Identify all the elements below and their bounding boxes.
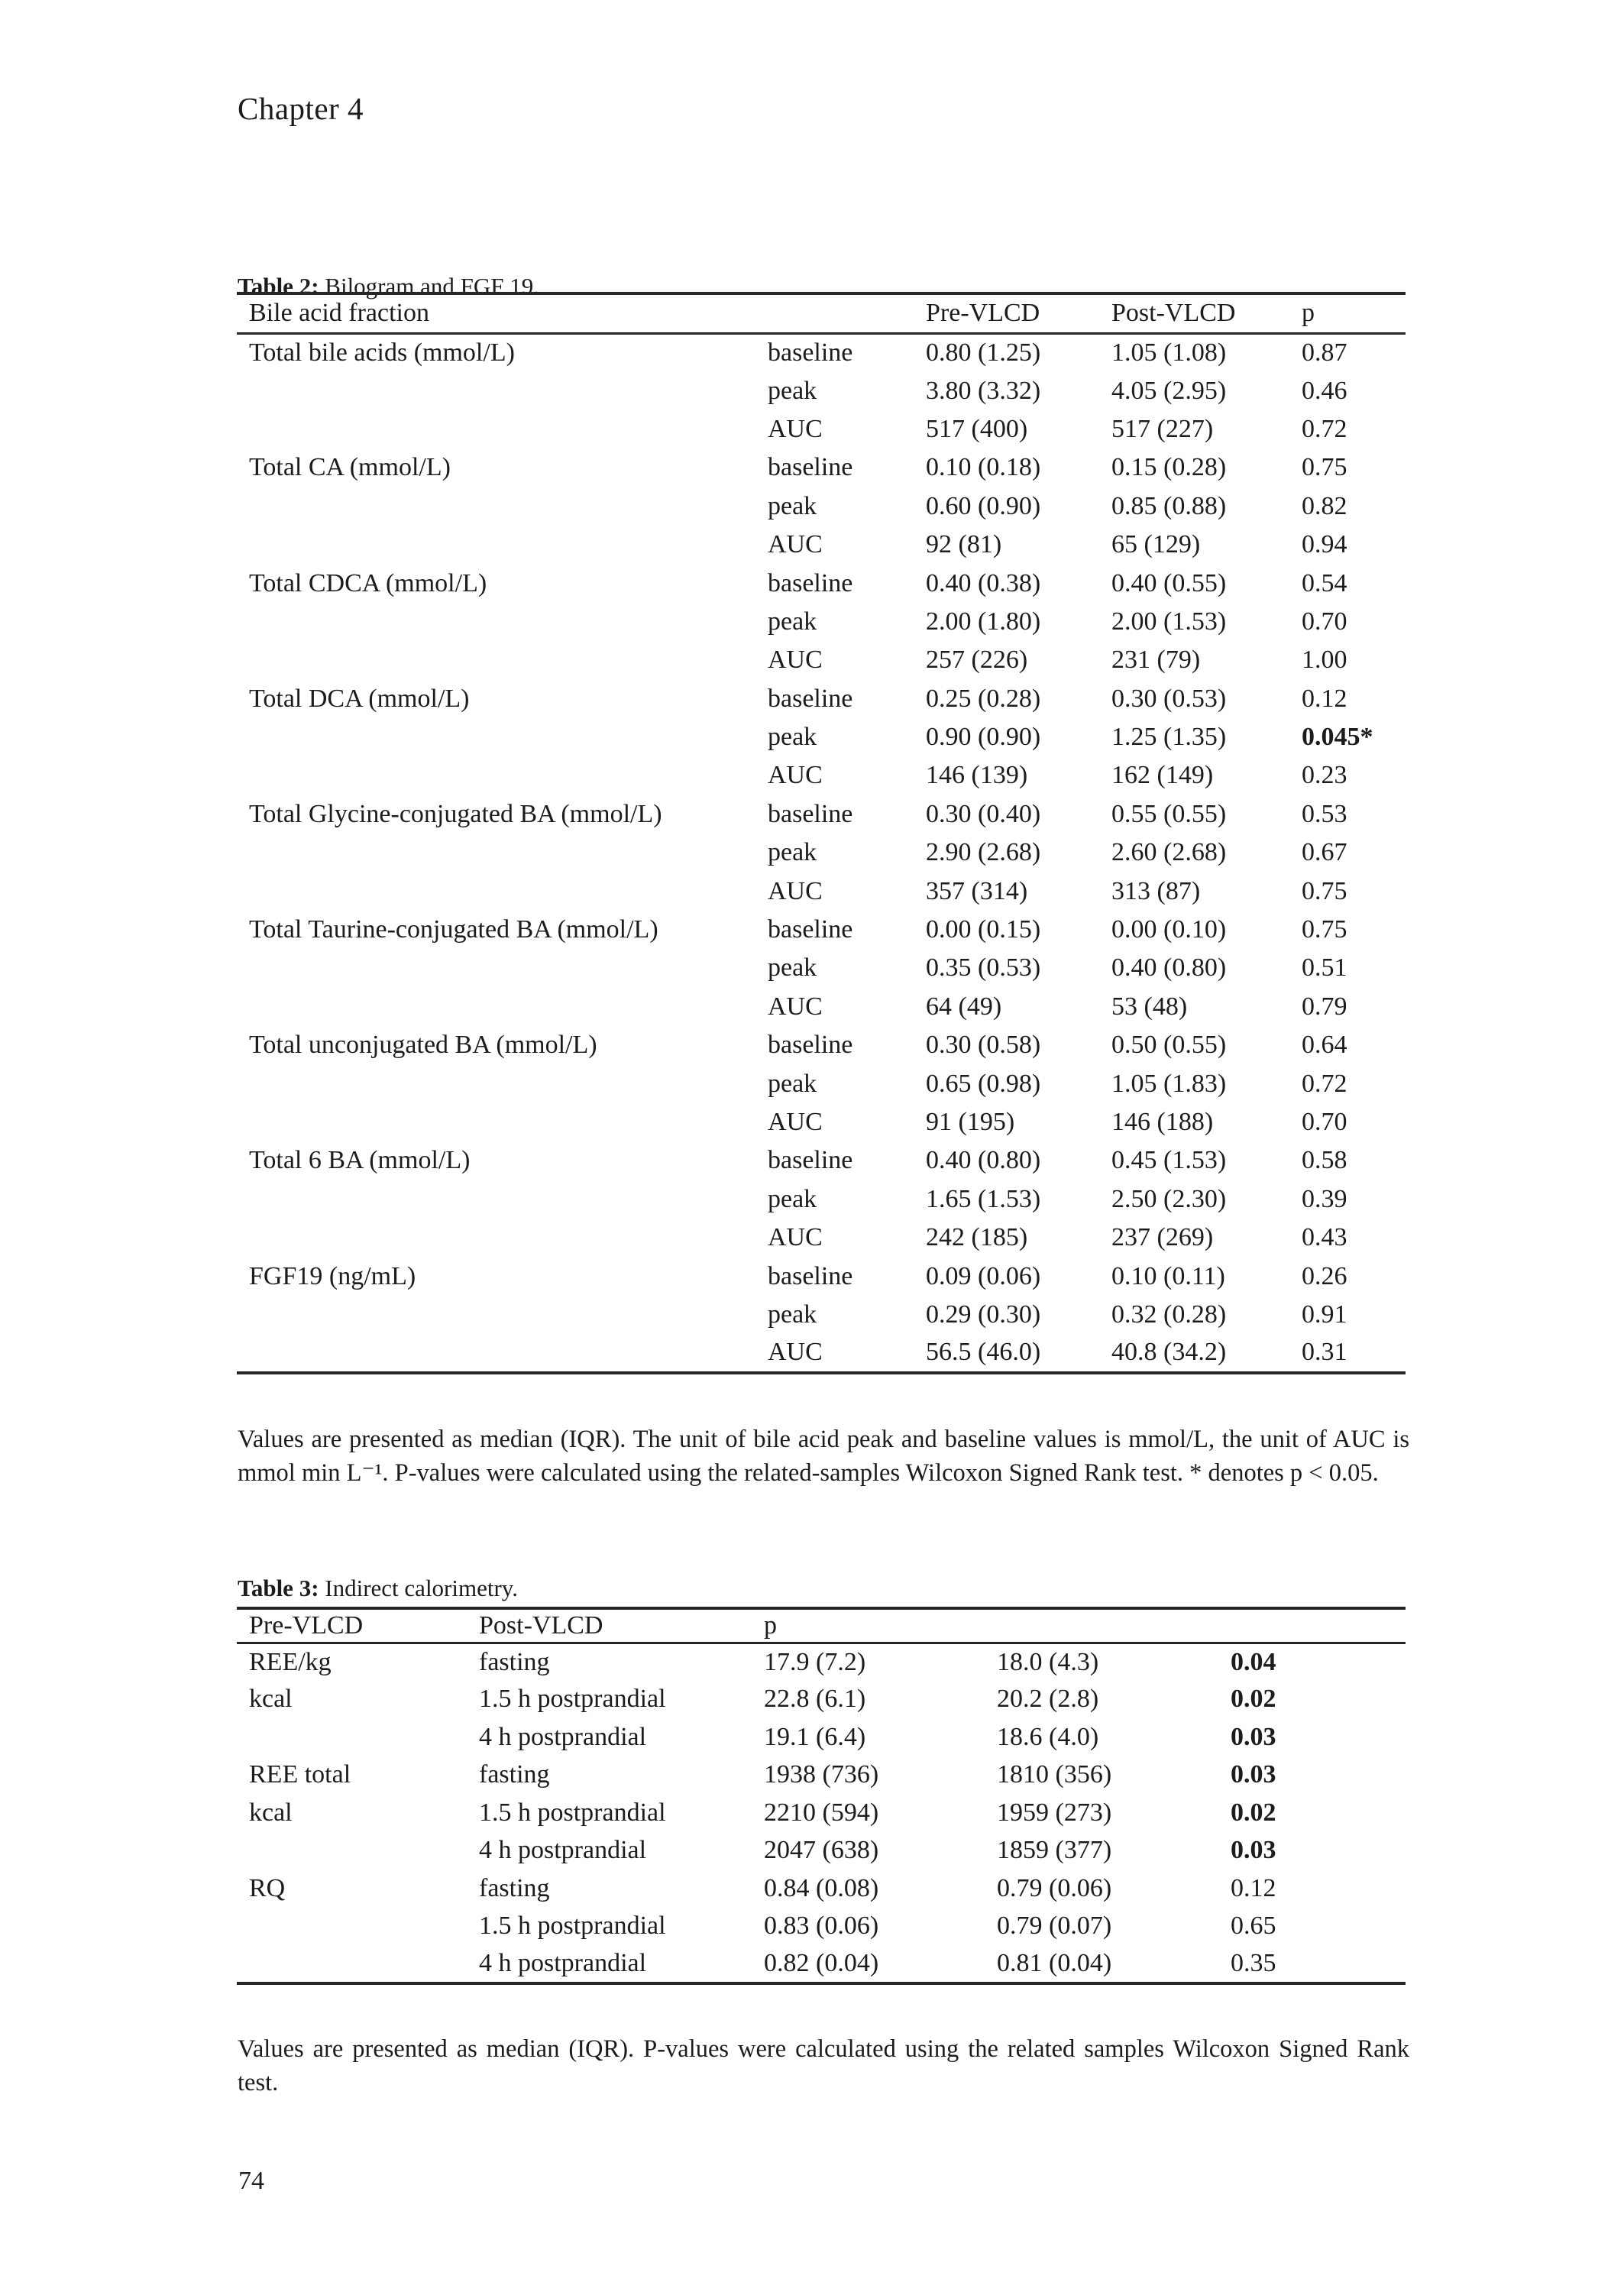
cell-p-value: 0.94 <box>1302 530 1347 559</box>
cell-measure <box>237 1945 479 1983</box>
cell-pre-vlcd: 2.00 (1.80) <box>926 607 1041 636</box>
cell-measure <box>237 1718 479 1756</box>
table-row <box>237 872 1406 910</box>
cell-p-value: 0.75 <box>1302 453 1347 482</box>
cell-phase: baseline <box>768 915 853 944</box>
cell-timing: fasting <box>479 1873 550 1902</box>
cell-pre-vlcd: 0.09 (0.06) <box>926 1261 1041 1290</box>
cell-phase: peak <box>768 1184 817 1213</box>
cell-phase: AUC <box>768 876 823 905</box>
table-row <box>237 756 1406 795</box>
table2-caption-text: Bilogram and FGF 19. <box>325 273 540 299</box>
cell-post-vlcd: 146 (188) <box>1111 1108 1214 1136</box>
cell-p-value: 0.03 <box>1231 1836 1276 1865</box>
cell-post-vlcd: 1959 (273) <box>997 1798 1112 1827</box>
cell-fraction: Total DCA (mmol/L) <box>249 684 470 713</box>
cell-pre-vlcd: 92 (81) <box>926 530 1002 559</box>
cell-phase: AUC <box>768 1223 823 1252</box>
cell-post-vlcd: 237 (269) <box>1111 1223 1214 1252</box>
cell-measure <box>237 1832 479 1870</box>
cell-pre-vlcd: 2047 (638) <box>764 1836 879 1865</box>
cell-fraction <box>237 410 768 448</box>
table-row <box>237 1296 1406 1334</box>
cell-pre-vlcd: 517 (400) <box>926 414 1028 443</box>
table-row <box>237 526 1406 564</box>
cell-pre-vlcd: 0.84 (0.08) <box>764 1873 879 1902</box>
cell-pre-vlcd: 1938 (736) <box>764 1760 879 1789</box>
cell-phase: baseline <box>768 568 853 597</box>
cell-phase: AUC <box>768 761 823 790</box>
cell-timing: 1.5 h postprandial <box>479 1685 666 1714</box>
col-header-p: p <box>1302 293 1406 333</box>
cell-post-vlcd: 0.40 (0.55) <box>1111 568 1227 597</box>
cell-post-vlcd: 0.32 (0.28) <box>1111 1300 1227 1329</box>
cell-fraction <box>237 988 768 1026</box>
cell-post-vlcd: 18.0 (4.3) <box>997 1647 1099 1676</box>
cell-measure: RQ <box>249 1873 286 1902</box>
cell-pre-vlcd: 0.30 (0.40) <box>926 799 1041 828</box>
cell-p-value: 0.12 <box>1302 684 1347 713</box>
cell-post-vlcd: 2.60 (2.68) <box>1111 838 1227 867</box>
cell-fraction <box>237 641 768 679</box>
cell-phase: baseline <box>768 453 853 482</box>
cell-phase: baseline <box>768 799 853 828</box>
cell-post-vlcd: 1.25 (1.35) <box>1111 723 1227 752</box>
cell-pre-vlcd: 357 (314) <box>926 876 1028 905</box>
table-row <box>237 1103 1406 1141</box>
cell-pre-vlcd: 146 (139) <box>926 761 1028 790</box>
cell-pre-vlcd: 0.40 (0.80) <box>926 1146 1041 1175</box>
cell-measure: kcal <box>249 1798 293 1827</box>
cell-phase: AUC <box>768 992 823 1021</box>
table-row <box>237 371 1406 410</box>
cell-post-vlcd: 65 (129) <box>1111 530 1201 559</box>
cell-fraction <box>237 1180 768 1219</box>
cell-pre-vlcd: 0.10 (0.18) <box>926 453 1041 482</box>
cell-pre-vlcd: 2.90 (2.68) <box>926 838 1041 867</box>
cell-post-vlcd: 0.81 (0.04) <box>997 1948 1112 1977</box>
cell-fraction <box>237 718 768 756</box>
table-row <box>237 448 1406 487</box>
cell-fraction <box>237 1219 768 1257</box>
table-row <box>237 410 1406 448</box>
cell-timing: fasting <box>479 1760 550 1789</box>
cell-pre-vlcd: 2210 (594) <box>764 1798 879 1827</box>
cell-post-vlcd: 517 (227) <box>1111 414 1214 443</box>
cell-fraction <box>237 1103 768 1141</box>
cell-post-vlcd: 1810 (356) <box>997 1760 1112 1789</box>
cell-fraction <box>237 1064 768 1102</box>
cell-p-value: 0.79 <box>1302 992 1347 1021</box>
cell-phase: peak <box>768 953 817 983</box>
cell-p-value: 0.75 <box>1302 915 1347 944</box>
table-row <box>237 718 1406 756</box>
cell-fraction <box>237 834 768 872</box>
chapter-heading: Chapter 4 <box>238 91 364 126</box>
cell-post-vlcd: 4.05 (2.95) <box>1111 376 1227 405</box>
cell-pre-vlcd: 0.90 (0.90) <box>926 723 1041 752</box>
cell-p-value: 0.35 <box>1231 1948 1276 1977</box>
cell-phase: peak <box>768 491 817 520</box>
cell-fraction: Total CDCA (mmol/L) <box>249 568 487 597</box>
cell-measure: kcal <box>249 1685 293 1714</box>
cell-p-value: 0.12 <box>1231 1873 1276 1902</box>
table-row <box>237 834 1406 872</box>
table3-caption <box>238 1575 518 1602</box>
table-row <box>237 603 1406 641</box>
cell-phase: baseline <box>768 684 853 713</box>
cell-post-vlcd: 0.79 (0.07) <box>997 1912 1112 1941</box>
cell-phase: AUC <box>768 1108 823 1136</box>
cell-pre-vlcd: 0.35 (0.53) <box>926 953 1041 983</box>
cell-fraction <box>237 1334 768 1372</box>
cell-fraction: Total CA (mmol/L) <box>249 453 451 482</box>
cell-p-value: 0.75 <box>1302 876 1347 905</box>
cell-post-vlcd: 1.05 (1.83) <box>1111 1069 1227 1098</box>
cell-fraction <box>237 872 768 910</box>
cell-post-vlcd: 40.8 (34.2) <box>1111 1338 1227 1367</box>
cell-p-value: 0.31 <box>1302 1338 1347 1367</box>
cell-pre-vlcd: 3.80 (3.32) <box>926 376 1041 405</box>
table-row <box>237 1832 1406 1870</box>
cell-fraction: FGF19 (ng/mL) <box>249 1261 416 1290</box>
table-row <box>237 333 1406 371</box>
col-header-empty <box>768 293 926 333</box>
cell-p-value: 0.02 <box>1231 1685 1276 1714</box>
cell-phase: peak <box>768 607 817 636</box>
col-header-p: p <box>764 1608 997 1643</box>
cell-p-value: 0.26 <box>1302 1261 1347 1290</box>
cell-p-value: 0.03 <box>1231 1760 1276 1789</box>
cell-p-value: 0.70 <box>1302 1108 1347 1136</box>
cell-timing: 1.5 h postprandial <box>479 1798 666 1827</box>
table-row <box>237 1643 1406 1681</box>
table-row <box>237 1219 1406 1257</box>
cell-p-value: 1.00 <box>1302 646 1347 675</box>
cell-p-value: 0.43 <box>1302 1223 1347 1252</box>
cell-post-vlcd: 53 (48) <box>1111 992 1188 1021</box>
cell-post-vlcd: 0.40 (0.80) <box>1111 953 1227 983</box>
cell-post-vlcd: 2.50 (2.30) <box>1111 1184 1227 1213</box>
cell-phase: baseline <box>768 1146 853 1175</box>
cell-fraction <box>237 371 768 410</box>
table3-caption-text: Indirect calorimetry. <box>325 1575 519 1601</box>
table-row <box>237 1756 1406 1795</box>
cell-p-value: 0.67 <box>1302 838 1347 867</box>
cell-fraction <box>237 487 768 526</box>
cell-pre-vlcd: 0.40 (0.38) <box>926 568 1041 597</box>
cell-post-vlcd: 0.55 (0.55) <box>1111 799 1227 828</box>
cell-post-vlcd: 1859 (377) <box>997 1836 1112 1865</box>
cell-fraction: Total bile acids (mmol/L) <box>249 338 515 367</box>
cell-phase: peak <box>768 838 817 867</box>
cell-phase: peak <box>768 1069 817 1098</box>
cell-timing: fasting <box>479 1647 550 1676</box>
cell-fraction: Total Taurine-conjugated BA (mmol/L) <box>249 915 658 944</box>
cell-fraction <box>237 1296 768 1334</box>
cell-p-value: 0.87 <box>1302 338 1347 367</box>
col-header-pre-vlcd: Pre-VLCD <box>237 1608 479 1643</box>
cell-measure <box>237 1908 479 1946</box>
cell-fraction <box>237 526 768 564</box>
cell-pre-vlcd: 0.65 (0.98) <box>926 1069 1041 1098</box>
cell-phase: peak <box>768 723 817 752</box>
cell-post-vlcd: 0.50 (0.55) <box>1111 1031 1227 1060</box>
table2-caption-label: Table 2: <box>238 273 319 299</box>
cell-phase: peak <box>768 1300 817 1329</box>
cell-post-vlcd: 0.15 (0.28) <box>1111 453 1227 482</box>
cell-pre-vlcd: 0.82 (0.04) <box>764 1948 879 1977</box>
cell-pre-vlcd: 0.29 (0.30) <box>926 1300 1041 1329</box>
cell-pre-vlcd: 0.80 (1.25) <box>926 338 1041 367</box>
cell-p-value: 0.54 <box>1302 568 1347 597</box>
table-row <box>237 1257 1406 1295</box>
cell-p-value: 0.65 <box>1231 1912 1276 1941</box>
cell-pre-vlcd: 19.1 (6.4) <box>764 1722 866 1751</box>
cell-pre-vlcd: 0.25 (0.28) <box>926 684 1041 713</box>
col-header-post-vlcd: Post-VLCD <box>1111 293 1302 333</box>
cell-timing: 4 h postprandial <box>479 1836 647 1865</box>
table-row <box>237 911 1406 949</box>
cell-fraction: Total unconjugated BA (mmol/L) <box>249 1031 597 1060</box>
table-row <box>237 1334 1406 1372</box>
cell-post-vlcd: 0.45 (1.53) <box>1111 1146 1227 1175</box>
cell-pre-vlcd: 0.60 (0.90) <box>926 491 1041 520</box>
cell-post-vlcd: 1.05 (1.08) <box>1111 338 1227 367</box>
page-number: 74 <box>238 2167 264 2195</box>
table-row <box>237 1180 1406 1219</box>
table-row <box>237 1681 1406 1719</box>
cell-post-vlcd: 231 (79) <box>1111 646 1201 675</box>
table-row <box>237 1794 1406 1832</box>
col-header-post-vlcd: Post-VLCD <box>479 1608 764 1643</box>
cell-pre-vlcd: 56.5 (46.0) <box>926 1338 1041 1367</box>
cell-post-vlcd: 20.2 (2.8) <box>997 1685 1099 1714</box>
cell-phase: baseline <box>768 1261 853 1290</box>
table-row <box>237 641 1406 679</box>
cell-fraction <box>237 603 768 641</box>
table3 <box>237 1607 1406 1985</box>
cell-p-value: 0.91 <box>1302 1300 1347 1329</box>
table3-caption-label: Table 3: <box>238 1575 319 1601</box>
cell-pre-vlcd: 91 (195) <box>926 1108 1015 1136</box>
table3-header-row <box>237 1608 1406 1643</box>
cell-phase: baseline <box>768 1031 853 1060</box>
cell-phase: AUC <box>768 646 823 675</box>
cell-p-value: 0.72 <box>1302 414 1347 443</box>
cell-post-vlcd: 162 (149) <box>1111 761 1214 790</box>
cell-fraction: Total 6 BA (mmol/L) <box>249 1146 471 1175</box>
cell-p-value: 0.03 <box>1231 1722 1276 1751</box>
cell-p-value: 0.02 <box>1231 1798 1276 1827</box>
cell-p-value: 0.46 <box>1302 376 1347 405</box>
cell-post-vlcd: 0.00 (0.10) <box>1111 915 1227 944</box>
cell-pre-vlcd: 64 (49) <box>926 992 1002 1021</box>
cell-p-value: 0.045* <box>1302 723 1373 752</box>
table3-footnote: Values are presented as median (IQR). P-values were calculated using the related samples Wilcoxon Signed Rank test. <box>238 2035 1409 2096</box>
table-row <box>237 1908 1406 1946</box>
table-row <box>237 487 1406 526</box>
table2 <box>237 292 1406 1374</box>
cell-fraction <box>237 949 768 987</box>
cell-p-value: 0.53 <box>1302 799 1347 828</box>
cell-post-vlcd: 0.79 (0.06) <box>997 1873 1112 1902</box>
cell-p-value: 0.70 <box>1302 607 1347 636</box>
cell-p-value: 0.64 <box>1302 1031 1347 1060</box>
col-header-bile-acid-fraction: Bile acid fraction <box>237 293 768 333</box>
table-row <box>237 1945 1406 1983</box>
cell-p-value: 0.82 <box>1302 491 1347 520</box>
table-row <box>237 1870 1406 1908</box>
table-row <box>237 795 1406 834</box>
col-header-pre-vlcd: Pre-VLCD <box>926 293 1111 333</box>
table2-footnote: Values are presented as median (IQR). The unit of bile acid peak and baseline values is mmol/L, the unit of AUC is mmol min L⁻¹. P-values were calculated using the related-samples Wilcoxon Signed Rank test. * denotes p < 0.05. <box>238 1425 1409 1487</box>
cell-phase: AUC <box>768 414 823 443</box>
table-row <box>237 1718 1406 1756</box>
table-row <box>237 1026 1406 1064</box>
table-row <box>237 564 1406 602</box>
cell-pre-vlcd: 257 (226) <box>926 646 1028 675</box>
cell-p-value: 0.23 <box>1302 761 1347 790</box>
cell-timing: 4 h postprandial <box>479 1722 647 1751</box>
cell-pre-vlcd: 1.65 (1.53) <box>926 1184 1041 1213</box>
cell-measure: REE total <box>249 1760 351 1789</box>
table-row <box>237 949 1406 987</box>
table-row <box>237 1141 1406 1180</box>
cell-post-vlcd: 0.10 (0.11) <box>1111 1261 1225 1290</box>
cell-post-vlcd: 0.85 (0.88) <box>1111 491 1227 520</box>
cell-phase: AUC <box>768 1338 823 1367</box>
table2-header-row <box>237 293 1406 333</box>
table-row <box>237 1064 1406 1102</box>
cell-timing: 1.5 h postprandial <box>479 1912 666 1941</box>
cell-p-value: 0.04 <box>1231 1647 1276 1676</box>
cell-pre-vlcd: 22.8 (6.1) <box>764 1685 866 1714</box>
cell-p-value: 0.58 <box>1302 1146 1347 1175</box>
cell-pre-vlcd: 0.30 (0.58) <box>926 1031 1041 1060</box>
table-row <box>237 680 1406 718</box>
cell-p-value: 0.72 <box>1302 1069 1347 1098</box>
cell-pre-vlcd: 0.83 (0.06) <box>764 1912 879 1941</box>
cell-p-value: 0.51 <box>1302 953 1347 983</box>
table-row <box>237 988 1406 1026</box>
col-header-empty <box>1231 1608 1406 1643</box>
cell-post-vlcd: 18.6 (4.0) <box>997 1722 1099 1751</box>
cell-fraction <box>237 756 768 795</box>
cell-post-vlcd: 2.00 (1.53) <box>1111 607 1227 636</box>
cell-phase: peak <box>768 376 817 405</box>
cell-timing: 4 h postprandial <box>479 1948 647 1977</box>
cell-measure: REE/kg <box>249 1647 332 1676</box>
cell-fraction: Total Glycine-conjugated BA (mmol/L) <box>249 799 662 828</box>
cell-pre-vlcd: 17.9 (7.2) <box>764 1647 866 1676</box>
cell-phase: baseline <box>768 338 853 367</box>
cell-pre-vlcd: 242 (185) <box>926 1223 1028 1252</box>
cell-phase: AUC <box>768 530 823 559</box>
col-header-empty <box>997 1608 1231 1643</box>
cell-p-value: 0.39 <box>1302 1184 1347 1213</box>
cell-post-vlcd: 0.30 (0.53) <box>1111 684 1227 713</box>
cell-pre-vlcd: 0.00 (0.15) <box>926 915 1041 944</box>
cell-post-vlcd: 313 (87) <box>1111 876 1201 905</box>
